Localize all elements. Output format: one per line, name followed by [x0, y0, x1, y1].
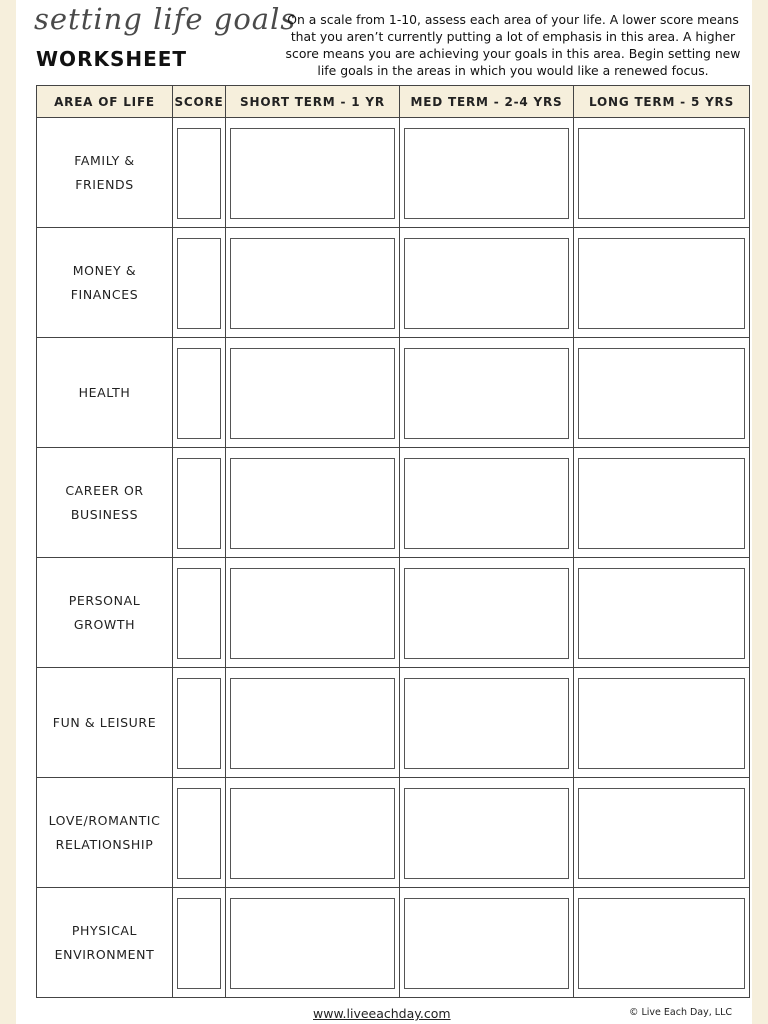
area-label-line1: LOVE/ROMANTIC — [48, 812, 161, 828]
long-term-input-box[interactable] — [578, 238, 745, 329]
area-label-line1: FAMILY & — [74, 152, 135, 168]
long-term-cell — [574, 888, 750, 998]
short-term-input-box[interactable] — [230, 128, 395, 219]
short-term-input-box[interactable] — [230, 678, 395, 769]
med-term-input-box[interactable] — [404, 128, 569, 219]
table-row — [37, 888, 750, 998]
score-input-box[interactable] — [177, 568, 221, 659]
med-term-cell — [400, 778, 574, 888]
long-term-input-box[interactable] — [578, 458, 745, 549]
script-title: setting life goals — [34, 2, 297, 36]
short-term-cell — [226, 668, 400, 778]
long-term-cell — [574, 778, 750, 888]
med-term-input-box[interactable] — [404, 458, 569, 549]
table-row — [37, 778, 750, 888]
med-term-cell — [400, 228, 574, 338]
short-term-cell — [226, 338, 400, 448]
area-label-line1: HEALTH — [78, 384, 131, 400]
long-term-cell — [574, 118, 750, 228]
score-input-box[interactable] — [177, 898, 221, 989]
score-input-box[interactable] — [177, 348, 221, 439]
worksheet-page — [16, 0, 752, 1024]
score-input-box[interactable] — [177, 458, 221, 549]
header-short-term: SHORT TERM - 1 YR — [226, 86, 400, 118]
area-label-line2: ENVIRONMENT — [54, 946, 155, 962]
med-term-input-box[interactable] — [404, 788, 569, 879]
short-term-cell — [226, 228, 400, 338]
long-term-cell — [574, 558, 750, 668]
med-term-input-box[interactable] — [404, 678, 569, 769]
short-term-input-box[interactable] — [230, 458, 395, 549]
med-term-input-box[interactable] — [404, 348, 569, 439]
area-of-life-label — [37, 888, 173, 998]
table-row — [37, 118, 750, 228]
area-label-line2: BUSINESS — [70, 506, 139, 522]
long-term-input-box[interactable] — [578, 348, 745, 439]
area-of-life-label — [37, 778, 173, 888]
med-term-cell — [400, 338, 574, 448]
table-header-row — [37, 86, 750, 118]
header-med-term: MED TERM - 2-4 YRS — [400, 86, 574, 118]
short-term-cell — [226, 448, 400, 558]
short-term-input-box[interactable] — [230, 348, 395, 439]
table-row — [37, 558, 750, 668]
table-row — [37, 448, 750, 558]
score-cell — [173, 228, 226, 338]
short-term-input-box[interactable] — [230, 898, 395, 989]
short-term-cell — [226, 778, 400, 888]
med-term-cell — [400, 448, 574, 558]
med-term-input-box[interactable] — [404, 238, 569, 329]
med-term-cell — [400, 668, 574, 778]
long-term-cell — [574, 338, 750, 448]
long-term-cell — [574, 228, 750, 338]
score-input-box[interactable] — [177, 788, 221, 879]
short-term-input-box[interactable] — [230, 238, 395, 329]
long-term-input-box[interactable] — [578, 568, 745, 659]
table-row — [37, 228, 750, 338]
score-cell — [173, 888, 226, 998]
long-term-input-box[interactable] — [578, 898, 745, 989]
long-term-input-box[interactable] — [578, 128, 745, 219]
area-label-line2: RELATIONSHIP — [55, 836, 154, 852]
area-label-line1: FUN & LEISURE — [52, 714, 157, 730]
med-term-input-box[interactable] — [404, 568, 569, 659]
med-term-cell — [400, 888, 574, 998]
table-row — [37, 338, 750, 448]
area-label-line1: PERSONAL — [68, 592, 141, 608]
area-of-life-label — [37, 338, 173, 448]
med-term-input-box[interactable] — [404, 898, 569, 989]
header-long-term: LONG TERM - 5 YRS — [574, 86, 750, 118]
short-term-cell — [226, 118, 400, 228]
area-of-life-label — [37, 228, 173, 338]
footer-copyright: © Live Each Day, LLC — [628, 1007, 732, 1018]
area-label-line1: PHYSICAL — [71, 922, 138, 938]
area-label-line2: FINANCES — [70, 286, 139, 302]
page-title: WORKSHEET — [36, 47, 188, 71]
area-of-life-label — [37, 668, 173, 778]
score-input-box[interactable] — [177, 678, 221, 769]
goals-table — [36, 85, 750, 998]
score-cell — [173, 778, 226, 888]
med-term-cell — [400, 118, 574, 228]
short-term-input-box[interactable] — [230, 568, 395, 659]
area-of-life-label — [37, 448, 173, 558]
area-label-line1: MONEY & — [72, 262, 137, 278]
instructions-text: On a scale from 1-10, assess each area of your life. A lower score means that you aren’t currently putting a lot of emphasis in this area. A higher score means you are achieving your goals in this area. Begin setting new life goals in the areas in which you would like a renewed focus. — [285, 12, 741, 78]
long-term-input-box[interactable] — [578, 788, 745, 879]
header-score: SCORE — [173, 86, 226, 118]
short-term-cell — [226, 888, 400, 998]
score-input-box[interactable] — [177, 128, 221, 219]
short-term-cell — [226, 558, 400, 668]
header-area-of-life: AREA OF LIFE — [37, 86, 173, 118]
area-of-life-label — [37, 118, 173, 228]
med-term-cell — [400, 558, 574, 668]
area-label-line2: GROWTH — [73, 616, 136, 632]
area-label-line1: CAREER OR — [65, 482, 144, 498]
score-input-box[interactable] — [177, 238, 221, 329]
score-cell — [173, 118, 226, 228]
long-term-cell — [574, 668, 750, 778]
area-of-life-label — [37, 558, 173, 668]
score-cell — [173, 338, 226, 448]
short-term-input-box[interactable] — [230, 788, 395, 879]
score-cell — [173, 558, 226, 668]
area-label-line2: FRIENDS — [75, 176, 134, 192]
long-term-cell — [574, 448, 750, 558]
long-term-input-box[interactable] — [578, 678, 745, 769]
score-cell — [173, 448, 226, 558]
score-cell — [173, 668, 226, 778]
table-row — [37, 668, 750, 778]
footer-url-link[interactable]: www.liveeachday.com — [313, 1006, 451, 1021]
